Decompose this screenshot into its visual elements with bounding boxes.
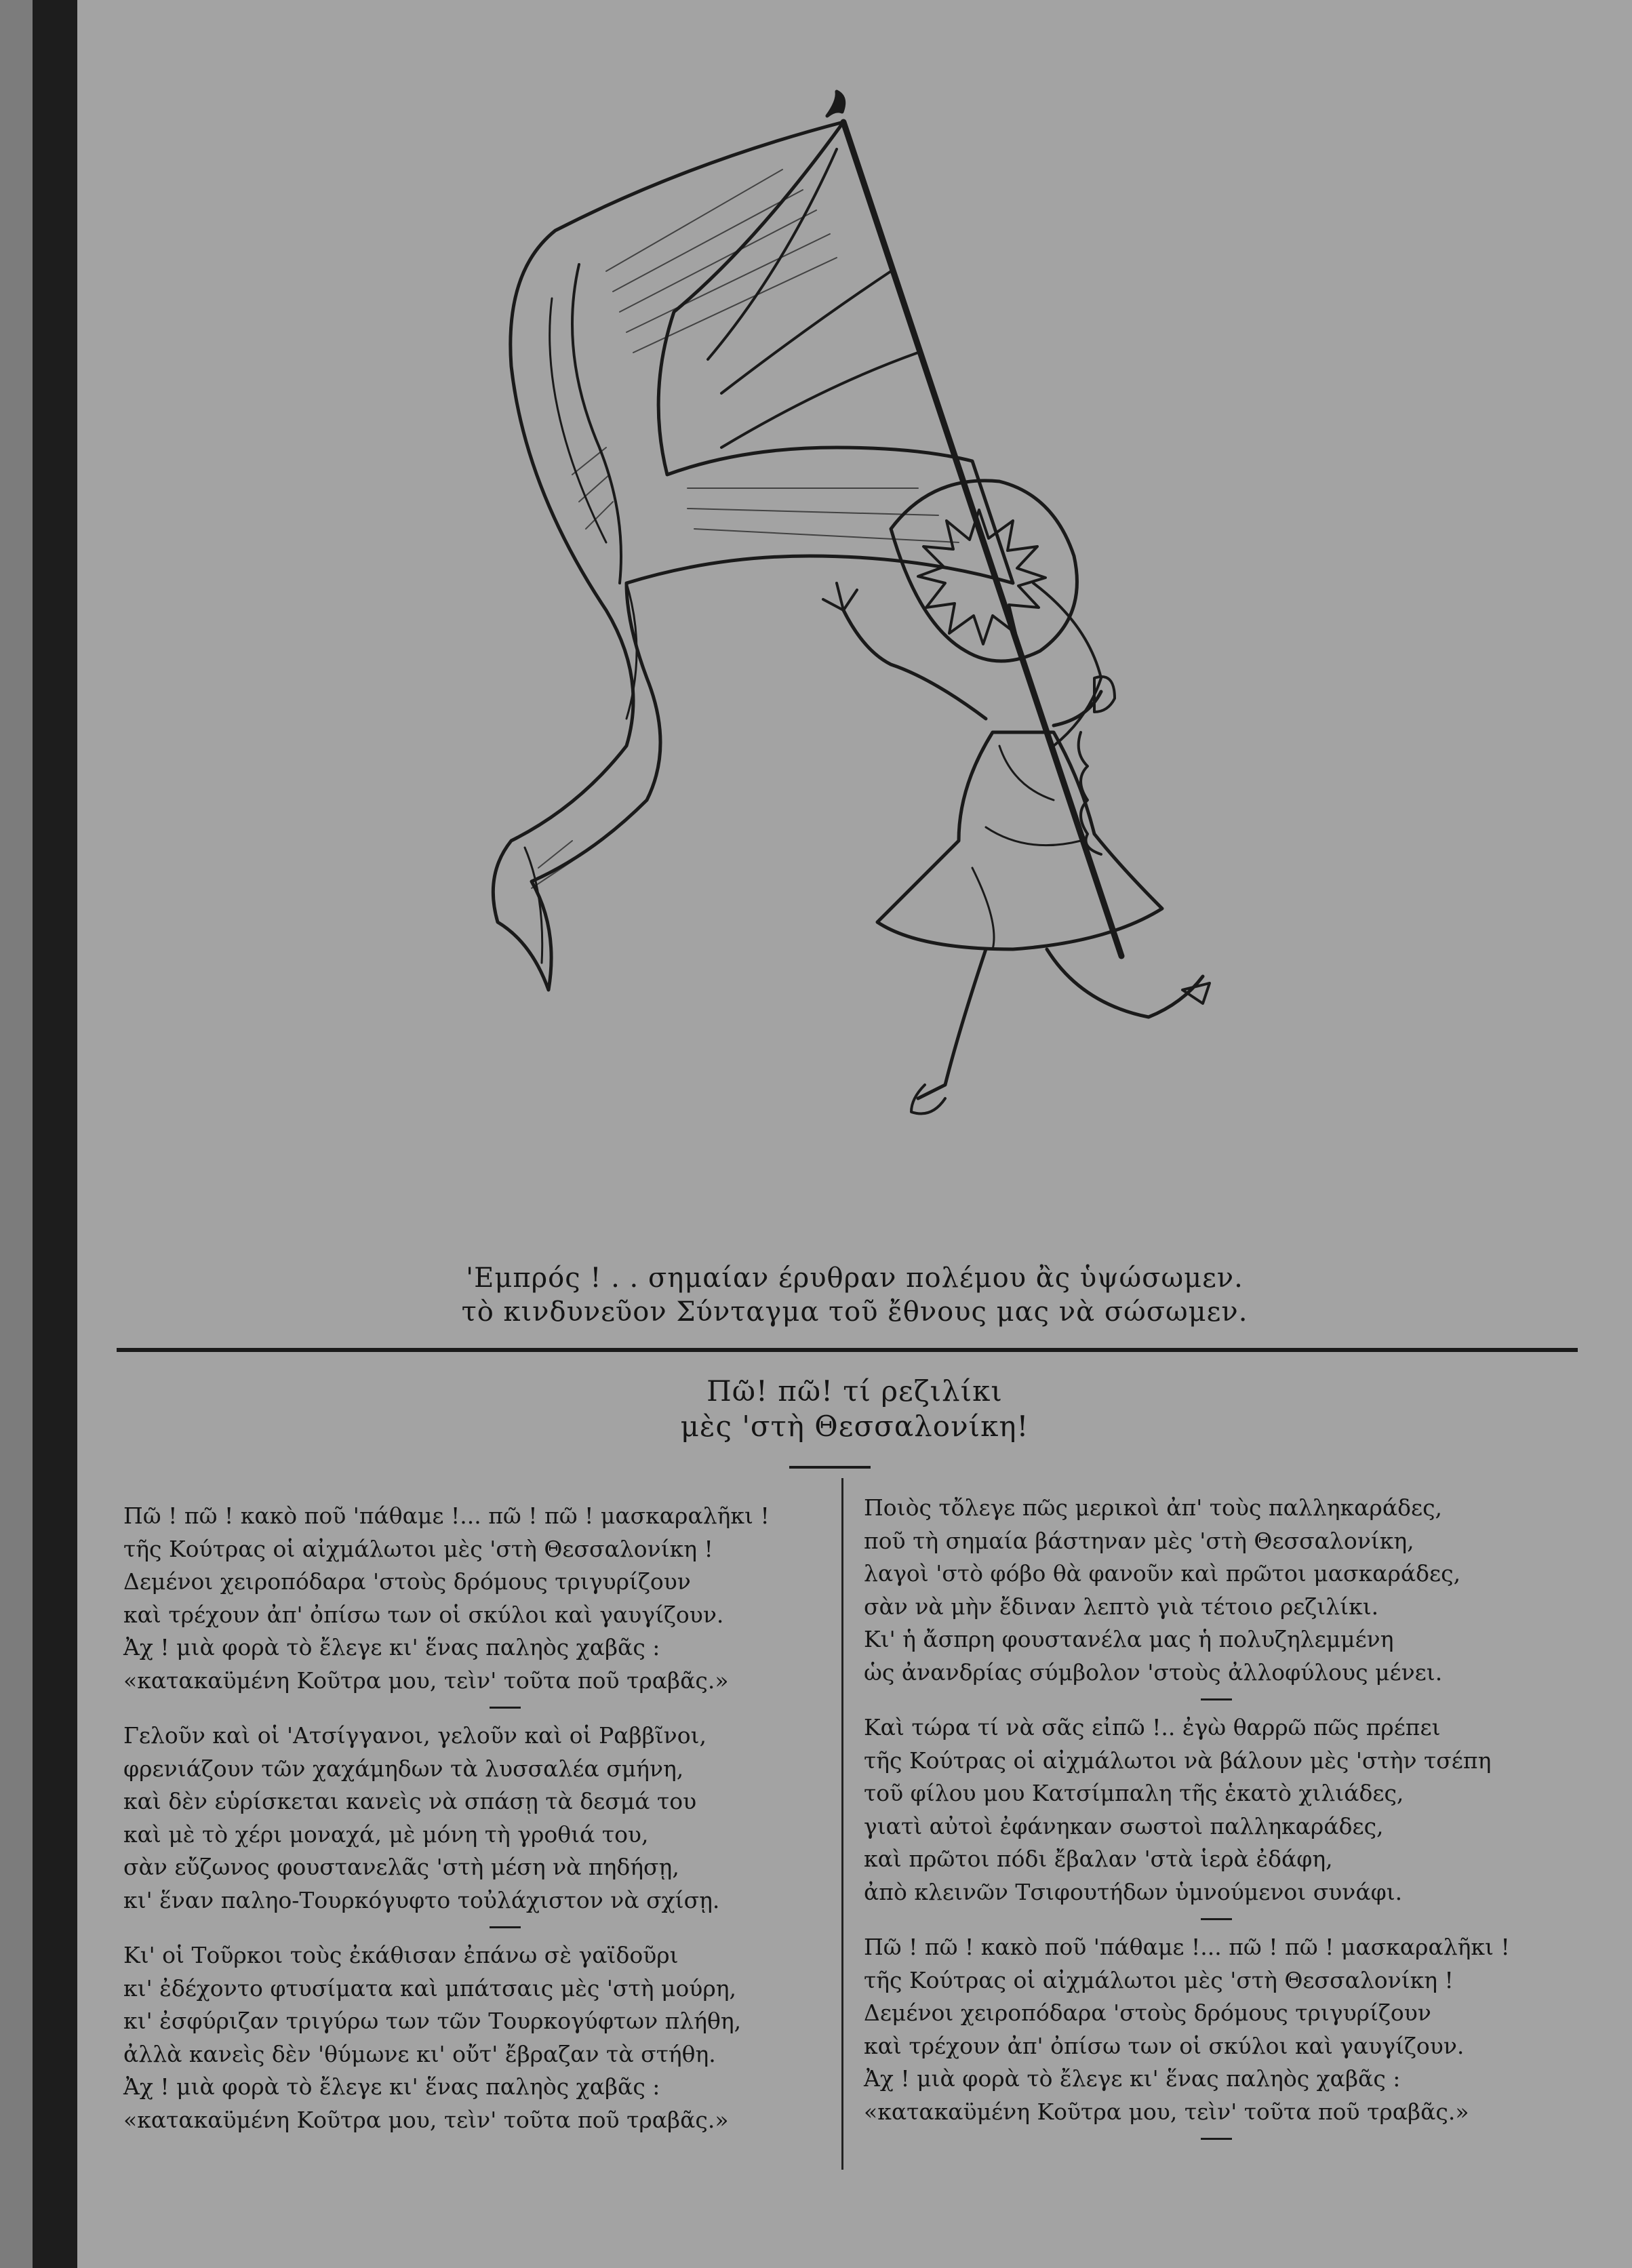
caption-line-2: τὸ κινδυνεῦον Σύνταγμα τοῦ ἔθνους μας νὰ σώσωμεν. xyxy=(461,1296,1248,1328)
verse-line: «κατακαϋμένη Κοῦτρα μου, τεὶν' τοῦτα ποῦ τραβᾶς.» xyxy=(864,2098,1469,2125)
verse-line: Καὶ τώρα τί νὰ σᾶς εἰπῶ !.. ἐγὼ θαρρῶ πῶς πρέπει xyxy=(864,1714,1441,1740)
title-rule xyxy=(789,1466,871,1469)
verse-line: σὰν εὔζωνος φουστανελᾶς 'στὴ μέση νὰ πηδήσῃ, xyxy=(123,1854,679,1880)
stanza xyxy=(864,1931,1569,2128)
stanza-separator xyxy=(490,1926,521,1928)
verse-line: κι' ἐσφύριζαν τριγύρω των τῶν Τουρκογύφτων πλήθη, xyxy=(123,2008,742,2034)
verse-line: καὶ δὲν εὑρίσκεται κανεὶς νὰ σπάσῃ τὰ δεσμά του xyxy=(123,1788,697,1814)
poem-title-line-1: Πῶ! πῶ! τί ρεζιλίκι xyxy=(706,1374,1003,1408)
verse-line: τοῦ φίλου μου Κατσίμπαλη τῆς ἑκατὸ χιλιάδες, xyxy=(864,1780,1404,1806)
flag-bearer-illustration xyxy=(403,68,1352,1254)
figure-legs xyxy=(918,949,1203,1098)
figure-dress xyxy=(877,732,1162,949)
stanza-separator xyxy=(1201,1698,1232,1700)
verse-line: Δεμένοι χειροπόδαρα 'στοὺς δρόμους τριγυρίζουν xyxy=(864,2000,1431,2026)
verse-line: ἀπὸ κλεινῶν Τσιφουτήδων ὑμνούμενοι συνάφι. xyxy=(864,1878,1403,1905)
verse-line: ποῦ τὴ σημαία βάστηναν μὲς 'στὴ Θεσσαλονίκη, xyxy=(864,1527,1414,1554)
verse-line: «κατακαϋμένη Κοῦτρα μου, τεὶν' τοῦτα ποῦ τραβᾶς.» xyxy=(123,1667,729,1694)
verse-line: ἀλλὰ κανεὶς δὲν 'θύμωνε κι' οὔτ' ἔβραζαν τὰ στήθη. xyxy=(123,2040,716,2067)
stanza-separator xyxy=(1201,2138,1232,2140)
poem-left-column xyxy=(123,1500,829,2136)
verse-line: «κατακαϋμένη Κοῦτρα μου, τεὶν' τοῦτα ποῦ τραβᾶς.» xyxy=(123,2106,729,2133)
verse-line: καὶ τρέχουν ἀπ' ὀπίσω των οἱ σκύλοι καὶ γαυγίζουν. xyxy=(123,1601,724,1628)
verse-line: Δεμένοι χειροπόδαρα 'στοὺς δρόμους τριγυρίζουν xyxy=(123,1568,691,1595)
stanza-separator xyxy=(1201,1918,1232,1920)
verse-line: Ἀχ ! μιὰ φορὰ τὸ ἔλεγε κι' ἕνας παληὸς χαβᾶς : xyxy=(123,2073,660,2100)
verse-line: Πῶ ! πῶ ! κακὸ ποῦ 'πάθαμε !... πῶ ! πῶ ! μασκαραλῆκι ! xyxy=(123,1503,770,1529)
verse-line: Ποιὸς τὄλεγε πῶς μερικοὶ ἀπ' τοὺς παλληκαράδες, xyxy=(864,1494,1443,1521)
stanza xyxy=(123,1719,829,1917)
newspaper-page xyxy=(77,0,1632,2268)
verse-line: τῆς Κούτρας οἱ αἰχμάλωτοι μὲς 'στὴ Θεσσαλονίκη ! xyxy=(123,1535,713,1562)
verse-line: καὶ τρέχουν ἀπ' ὀπίσω των οἱ σκύλοι καὶ γαυγίζουν. xyxy=(864,2032,1465,2059)
stanza-separator xyxy=(490,1707,521,1709)
verse-line: ὡς ἀνανδρίας σύμβολον 'στοὺς ἀλλοφύλους μένει. xyxy=(864,1658,1443,1686)
figure-hat xyxy=(891,481,1077,661)
stanza xyxy=(864,1711,1569,1909)
stanza xyxy=(864,1492,1569,1689)
flag-outline xyxy=(493,122,1013,990)
pole-finial xyxy=(827,92,844,116)
verse-line: Ἀχ ! μιὰ φορὰ τὸ ἔλεγε κι' ἕνας παληὸς χαβᾶς : xyxy=(864,2065,1401,2092)
verse-line: γιατὶ αὐτοὶ ἐφάνηκαν σωστοὶ παλληκαράδες, xyxy=(864,1812,1384,1839)
verse-line: Κι' ἡ ἄσπρη φουστανέλα μας ἡ πολυζηλεμμένη xyxy=(864,1626,1394,1652)
verse-line: τῆς Κούτρας οἱ αἰχμάλωτοι νὰ βάλουν μὲς 'στὴν τσέπη xyxy=(864,1747,1492,1774)
stanza xyxy=(123,1500,829,1697)
verse-line: καὶ μὲ τὸ χέρι μοναχά, μὲ μόνη τὴ γροθιά του, xyxy=(123,1821,649,1848)
verse-line: Ἀχ ! μιὰ φορὰ τὸ ἔλεγε κι' ἕνας παληὸς χαβᾶς : xyxy=(123,1634,660,1660)
verse-line: σὰν νὰ μὴν ἔδιναν λεπτὸ γιὰ τέτοιο ρεζιλίκι. xyxy=(864,1593,1379,1620)
verse-line: Κι' οἱ Τοῦρκοι τοὺς ἐκάθισαν ἐπάνω σὲ γαϊδοῦρι xyxy=(123,1942,679,1968)
stanza xyxy=(123,1939,829,2136)
binding-edge xyxy=(33,0,77,2268)
verse-line: Γελοῦν καὶ οἱ 'Ατσίγγανοι, γελοῦν καὶ οἱ Ραββῖνοι, xyxy=(123,1722,707,1749)
verse-line: φρενιάζουν τῶν χαχάμηδων τὰ λυσσαλέα σμήνη, xyxy=(123,1755,684,1782)
column-divider xyxy=(841,1478,843,2170)
verse-line: κι' ἕναν παληο-Τουρκόγυφτο τοὐλάχιστον νὰ σχίσῃ. xyxy=(123,1886,720,1913)
verse-line: λαγοὶ 'στὸ φόβο θὰ φανοῦν καὶ πρῶτοι μασκαράδες, xyxy=(864,1560,1461,1587)
caption-line-1: 'Εμπρός ! . . σημαίαν έρυθραν πολέμου ἂς ὑψώσωμεν. xyxy=(466,1262,1243,1294)
verse-line: κι' ἐδέχοντο φτυσίματα καὶ μπάτσαις μὲς 'στὴ μούρη, xyxy=(123,1974,737,2002)
figure-left-arm xyxy=(843,610,986,719)
verse-line: Πῶ ! πῶ ! κακὸ ποῦ 'πάθαμε !... πῶ ! πῶ ! μασκαραλῆκι ! xyxy=(864,1934,1510,1960)
poem-right-column xyxy=(864,1492,1569,2151)
section-rule xyxy=(117,1348,1578,1352)
poem-title-line-2: μὲς 'στὴ Θεσσαλονίκη! xyxy=(680,1410,1029,1443)
verse-line: τῆς Κούτρας οἱ αἰχμάλωτοι μὲς 'στὴ Θεσσαλονίκη ! xyxy=(864,1966,1454,1993)
verse-line: καὶ πρῶτοι πόδι ἔβαλαν 'στὰ ἱερὰ ἐδάφη, xyxy=(864,1846,1333,1872)
